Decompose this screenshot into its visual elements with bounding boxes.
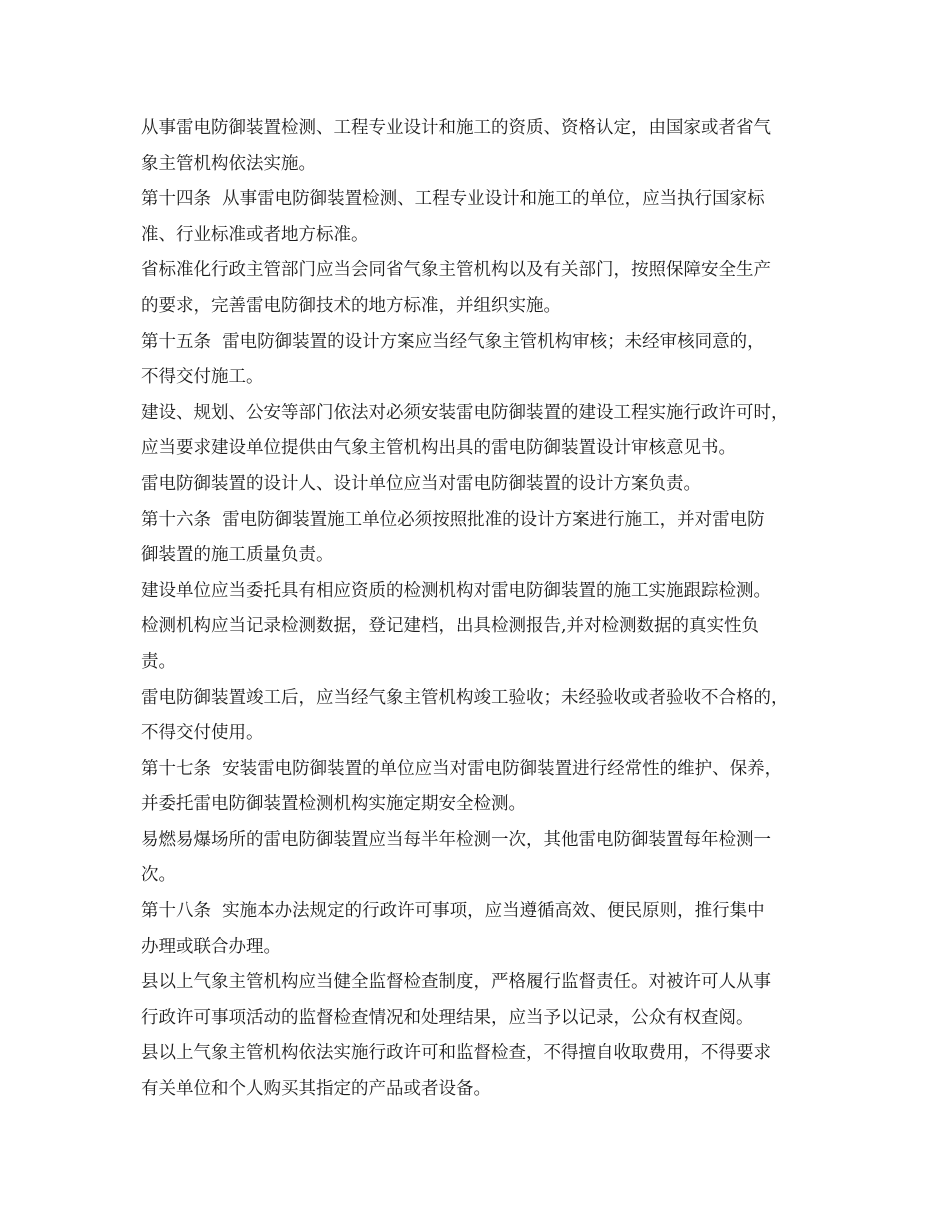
paragraph-line: 应当要求建设单位提供由气象主管机构出具的雷电防御装置设计审核意见书。 [141, 438, 736, 459]
paragraph-line: 雷电防御装置的设计人、设计单位应当对雷电防御装置的设计方案负责。 [141, 473, 701, 494]
paragraph-line: 御装置的施工质量负责。 [141, 545, 334, 566]
paragraph-line: 第十五条 雷电防御装置的设计方案应当经气象主管机构审核；未经审核同意的， [141, 331, 765, 352]
paragraph [141, 396, 821, 467]
paragraph-line: 县以上气象主管机构依法实施行政许可和监督检查，不得擅自收取费用，不得要求 [141, 1043, 771, 1064]
paragraph [141, 823, 821, 894]
paragraph [141, 752, 821, 823]
paragraph [141, 253, 821, 324]
paragraph-line: 不得交付施工。 [141, 367, 264, 388]
paragraph-line: 第十四条 从事雷电防御装置检测、工程专业设计和施工的单位，应当执行国家标 [141, 189, 765, 210]
paragraph-line: 并委托雷电防御装置检测机构实施定期安全检测。 [141, 794, 526, 815]
paragraph-line: 雷电防御装置竣工后，应当经气象主管机构竣工验收；未经验收或者验收不合格的， [141, 687, 789, 708]
paragraph-line: 从事雷电防御装置检测、工程专业设计和施工的资质、资格认定，由国家或者省气 [141, 118, 771, 138]
paragraph-line: 象主管机构依法实施。 [141, 153, 316, 174]
paragraph-line: 建设、规划、公安等部门依法对必须安装雷电防御装置的建设工程实施行政许可时， [141, 402, 789, 423]
paragraph-line: 办理或联合办理。 [141, 936, 281, 957]
paragraph [141, 325, 821, 396]
paragraph-line: 责。 [141, 651, 176, 672]
document-body [141, 111, 821, 1108]
paragraph [141, 681, 821, 752]
paragraph [141, 111, 821, 182]
paragraph-line: 第十八条 实施本办法规定的行政许可事项，应当遵循高效、便民原则，推行集中 [141, 901, 765, 922]
paragraph-line: 不得交付使用。 [141, 723, 264, 744]
paragraph-line: 次。 [141, 865, 176, 886]
paragraph [141, 574, 821, 610]
paragraph-line: 的要求，完善雷电防御技术的地方标准，并组织实施。 [141, 295, 561, 316]
paragraph [141, 503, 821, 574]
paragraph-line: 有关单位和个人购买其指定的产品或者设备。 [141, 1079, 491, 1100]
paragraph-line: 行政许可事项活动的监督检查情况和处理结果，应当予以记录，公众有权查阅。 [141, 1007, 754, 1028]
paragraph [141, 894, 821, 965]
paragraph-line: 第十六条 雷电防御装置施工单位必须按照批准的设计方案进行施工，并对雷电防 [141, 509, 765, 530]
paragraph-line: 第十七条 安装雷电防御装置的单位应当对雷电防御装置进行经常性的维护、保养， [141, 758, 783, 779]
paragraph-line: 省标准化行政主管部门应当会同省气象主管机构以及有关部门，按照保障安全生产 [141, 260, 771, 281]
paragraph-line: 准、行业标准或者地方标准。 [141, 224, 369, 245]
paragraph [141, 965, 821, 1036]
paragraph-line: 易燃易爆场所的雷电防御装置应当每半年检测一次，其他雷电防御装置每年检测一 [141, 829, 771, 850]
paragraph [141, 1036, 821, 1107]
paragraph [141, 182, 821, 253]
paragraph [141, 467, 821, 503]
paragraph-line: 县以上气象主管机构应当健全监督检查制度，严格履行监督责任。对被许可人从事 [141, 972, 771, 993]
paragraph [141, 609, 821, 680]
paragraph-line: 检测机构应当记录检测数据，登记建档，出具检测报告,并对检测数据的真实性负 [141, 616, 760, 637]
paragraph-line: 建设单位应当委托具有相应资质的检测机构对雷电防御装置的施工实施跟踪检测。 [141, 580, 771, 601]
